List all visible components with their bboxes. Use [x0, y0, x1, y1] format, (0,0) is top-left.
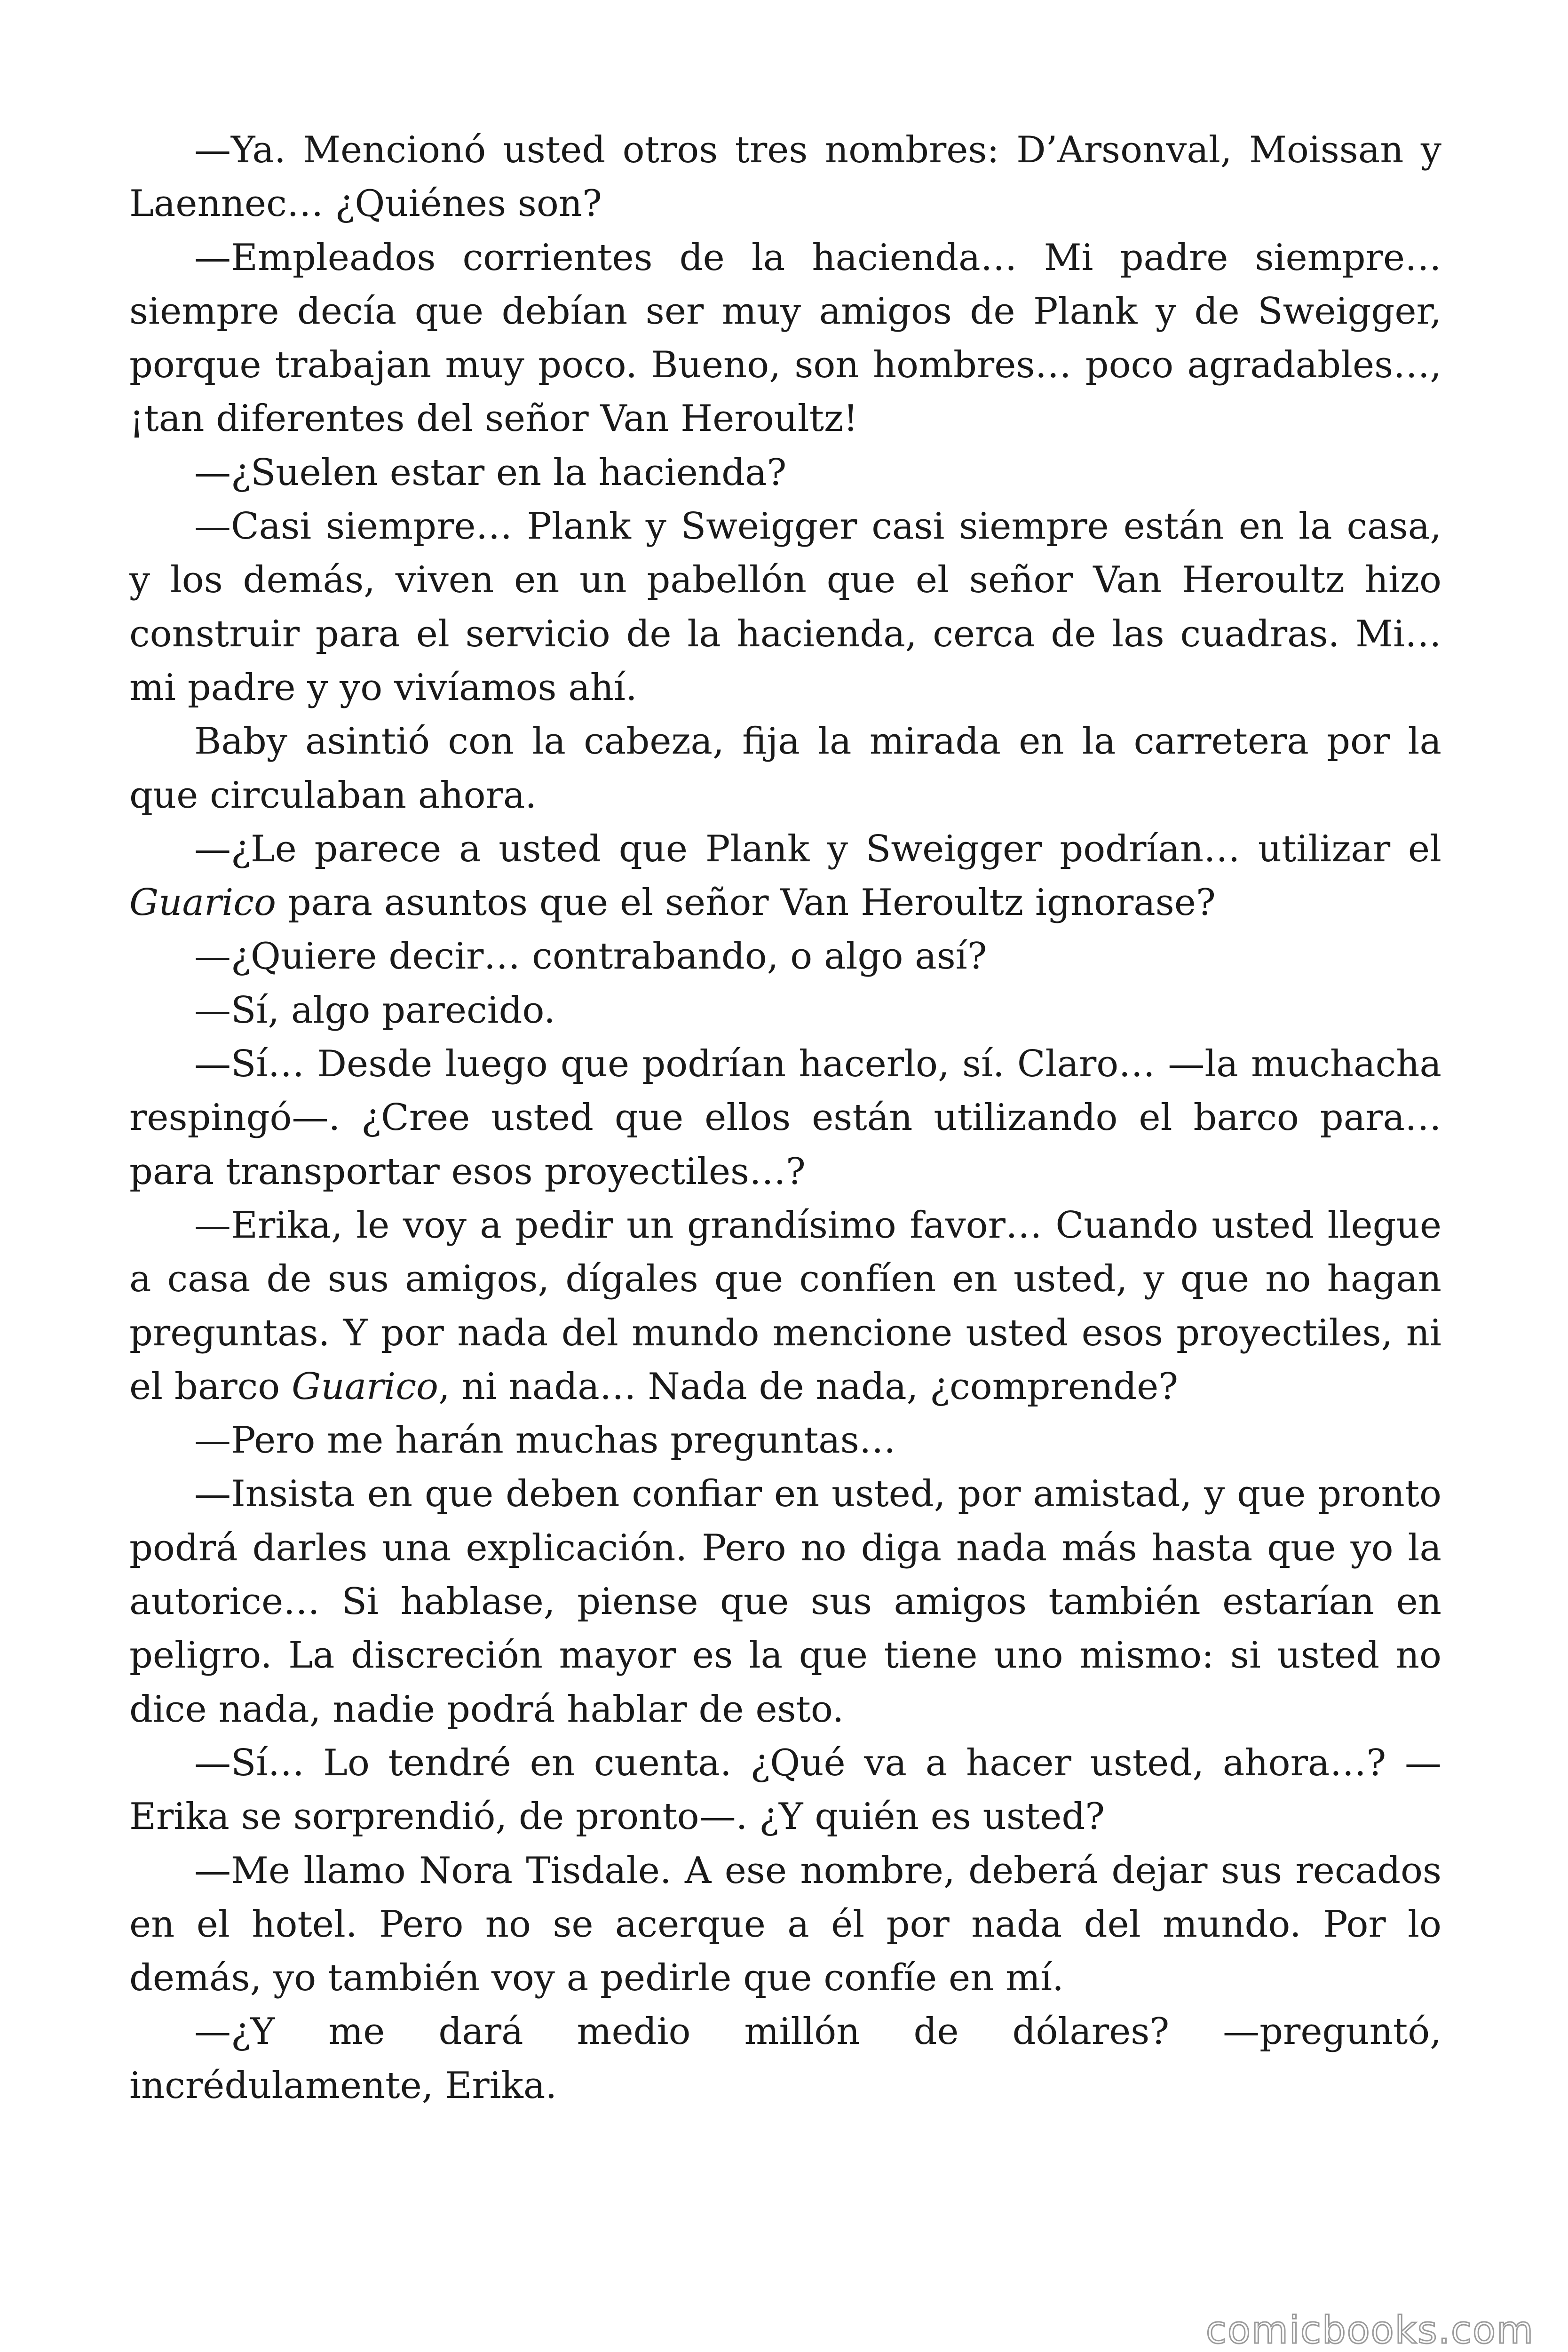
ship-name: Guarico: [129, 882, 276, 924]
paragraph: —Pero me harán muchas preguntas…: [194, 1419, 896, 1462]
paragraph: —Me llamo Nora Tisdale. A ese nombre, deberá dejar sus recados en el hotel. Pero no se acerque a él por nada del mundo. Por lo demás, yo también voy a pedirle que confíe en mí.: [129, 1849, 1441, 2000]
paragraph: —Casi siempre… Plank y Sweigger casi siempre están en la casa, y los demás, viven en un pabellón que el señor Van Heroultz hizo construir para el servicio de la hacienda, cerca de las cuadras. Mi… mi padre y yo vivíamos ahí.: [129, 505, 1441, 709]
paragraph: —Insista en que deben confiar en usted, por amistad, y que pronto podrá darles una explicación. Pero no diga nada más hasta que yo la autorice… Si hablase, piense que sus amigos también estarían en peligro. La discreción mayor es la que tiene uno mismo: si usted no dice nada, nadie podrá hablar de esto.: [129, 1473, 1441, 1731]
paragraph: —Sí… Desde luego que podrían hacerlo, sí. Claro… —la muchacha respingó—. ¿Cree usted que ellos están utilizando el barco para… para transportar esos proyectiles…?: [129, 1043, 1441, 1193]
paragraph: —Ya. Mencionó usted otros tres nombres: D’Arsonval, Moissan y Laennec… ¿Quiénes son?: [129, 129, 1441, 225]
paragraph: —¿Le parece a usted que Plank y Sweigger podrían… utilizar el Guarico para asuntos que el señor Van Heroultz ignorase?: [129, 827, 1441, 924]
ship-name: Guarico: [292, 1365, 438, 1408]
paragraph: Baby asintió con la cabeza, fija la mirada en la carretera por la que circulaban ahora.: [129, 720, 1441, 817]
page-body-text: [129, 123, 1441, 2113]
paragraph: —Erika, le voy a pedir un grandísimo favor… Cuando usted llegue a casa de sus amigos, dígales que confíen en usted, y que no hagan preguntas. Y por nada del mundo mencione usted esos proyectiles, ni el barco Guarico, ni nada… Nada de nada, ¿comprende?: [129, 1204, 1441, 1408]
paragraph: —Sí, algo parecido.: [194, 989, 555, 1032]
paragraph: —¿Quiere decir… contrabando, o algo así?: [194, 935, 987, 978]
paragraph: —Empleados corrientes de la hacienda… Mi padre siempre… siempre decía que debían ser muy amigos de Plank y de Sweigger, porque trabajan muy poco. Bueno, son hombres… poco agradables…, ¡tan diferentes del señor Van Heroultz!: [129, 236, 1441, 440]
paragraph: —¿Suelen estar en la hacienda?: [194, 451, 787, 494]
watermark: comicbooks.com: [1205, 2308, 1534, 2352]
paragraph: —Sí… Lo tendré en cuenta. ¿Qué va a hacer usted, ahora…? —Erika se sorprendió, de pronto—. ¿Y quién es usted?: [129, 1741, 1441, 1838]
paragraph: —¿Y me dará medio millón de dólares? —preguntó, incrédulamente, Erika.: [129, 2010, 1441, 2107]
